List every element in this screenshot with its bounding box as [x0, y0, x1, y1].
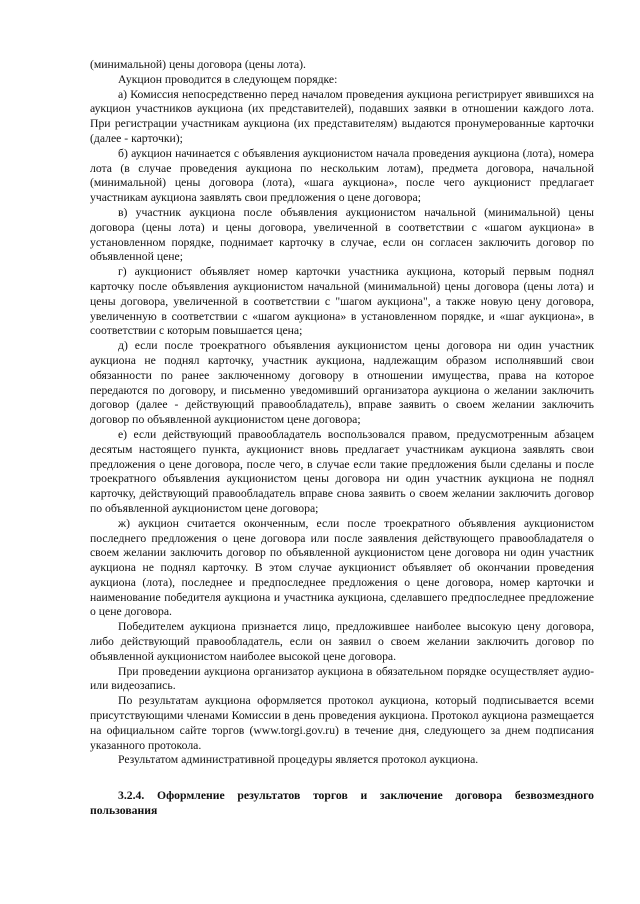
paragraph-item-e: е) если действующий правообладатель воспользовался правом, предусмотренным абзацем десятым настоящего пункта, аукционист вновь предлагает участникам аукциона заявлять свои предложения о цене договора, после чего, в случае если такие предложения были сделаны и после троекратного объявления аукционистом цены договора ни один участник аукциона не поднял карточку, действующий правообладатель вправе снова заявить о своем желании заключить договор по объявленной аукционистом цене договора;: [90, 427, 594, 515]
paragraph-recording: При проведении аукциона организатор аукциона в обязательном порядке осуществляет аудио- или видеозапись.: [90, 664, 594, 693]
paragraph-item-v: в) участник аукциона после объявления аукционистом начальной (минимальной) цены договора (цены лота) и цены договора, увеличенной в соответствии с «шагом аукциона» в установленном порядке, поднимает карточку в случае, если он согласен заключить договор по объявленной цене;: [90, 205, 594, 264]
paragraph-winner: Победителем аукциона признается лицо, предложившее наиболее высокую цену договора, либо действующий правообладатель, если он заявил о своем желании заключить договор по объявленной аукционистом наиболее высокой цене договора.: [90, 620, 594, 663]
paragraph-continuation: (минимальной) цены договора (цены лота).: [90, 58, 306, 71]
document-page: [90, 58, 594, 819]
paragraph-auction-order: Аукцион проводится в следующем порядке:: [118, 72, 338, 86]
paragraph-item-a: а) Комиссия непосредственно перед началом проведения аукциона регистрирует явившихся на аукцион участников аукциона (их представителей), подавших заявки в отношении каждого лота. При регистрации участникам аукциона (их представителям) выдаются пронумерованные карточки (далее - карточки);: [90, 87, 594, 145]
paragraph-item-b: б) аукцион начинается с объявления аукционистом начала проведения аукциона (лота), номера лота (в случае проведения аукциона по нескольким лотам), предмета договора, начальной (минимальной) цены договора (лота), «шага аукциона», после чего аукционист предлагает участникам аукциона заявлять свои предложения о цене договора;: [90, 146, 594, 205]
section-heading: 3.2.4. Оформление результатов торгов и заключение договора безвозмездного пользования: [90, 789, 594, 818]
paragraph-item-g: г) аукционист объявляет номер карточки участника аукциона, который первым поднял карточку после объявления аукционистом начальной (минимальной) цены договора (цены лота) и цены договора, увеличенной в соответствии с "шагом аукциона", а также новую цену договора, увеличенную в соответствии с «шагом аукциона» в установленном порядке, и «шаг аукциона», в соответствии с которым повышается цена;: [90, 265, 594, 338]
paragraph-protocol: По результатам аукциона оформляется протокол аукциона, который подписывается всеми присутствующими членами Комиссии в день проведения аукциона. Протокол аукциона размещается на официальном сайте торгов (www.torgi.gov.ru) в течение дня, следующего за днем подписания указанного протокола.: [90, 694, 594, 752]
paragraph-result: Результатом административной процедуры является протокол аукциона.: [118, 753, 479, 767]
paragraph-item-zh: ж) аукцион считается оконченным, если после троекратного объявления аукционистом последнего предложения о цене договора или после заявления действующего правообладателя о своем желании заключить договор по объявленной аукционистом цене договора ни один участник аукциона не поднял карточку. В этом случае аукционист объявляет об окончании проведения аукциона (лота), последнее и предпоследнее предложения о цене договора, номер карточки и наименование победителя аукциона и участника аукциона, сделавшего предпоследнее предложение о цене договора.: [90, 516, 594, 619]
paragraph-item-d: д) если после троекратного объявления аукционистом цены договора ни один участник аукциона не поднял карточку, участник аукциона, надлежащим образом исполнявший свои обязанности по ранее заключенному договору в отношении имущества, права на которое передаются по договору, и письменно уведомивший организатора аукциона о желании заключить договор (далее - действующий правообладатель), вправе заявить о своем желании заключить договор по объявленной аукционистом цене договора;: [90, 339, 594, 427]
